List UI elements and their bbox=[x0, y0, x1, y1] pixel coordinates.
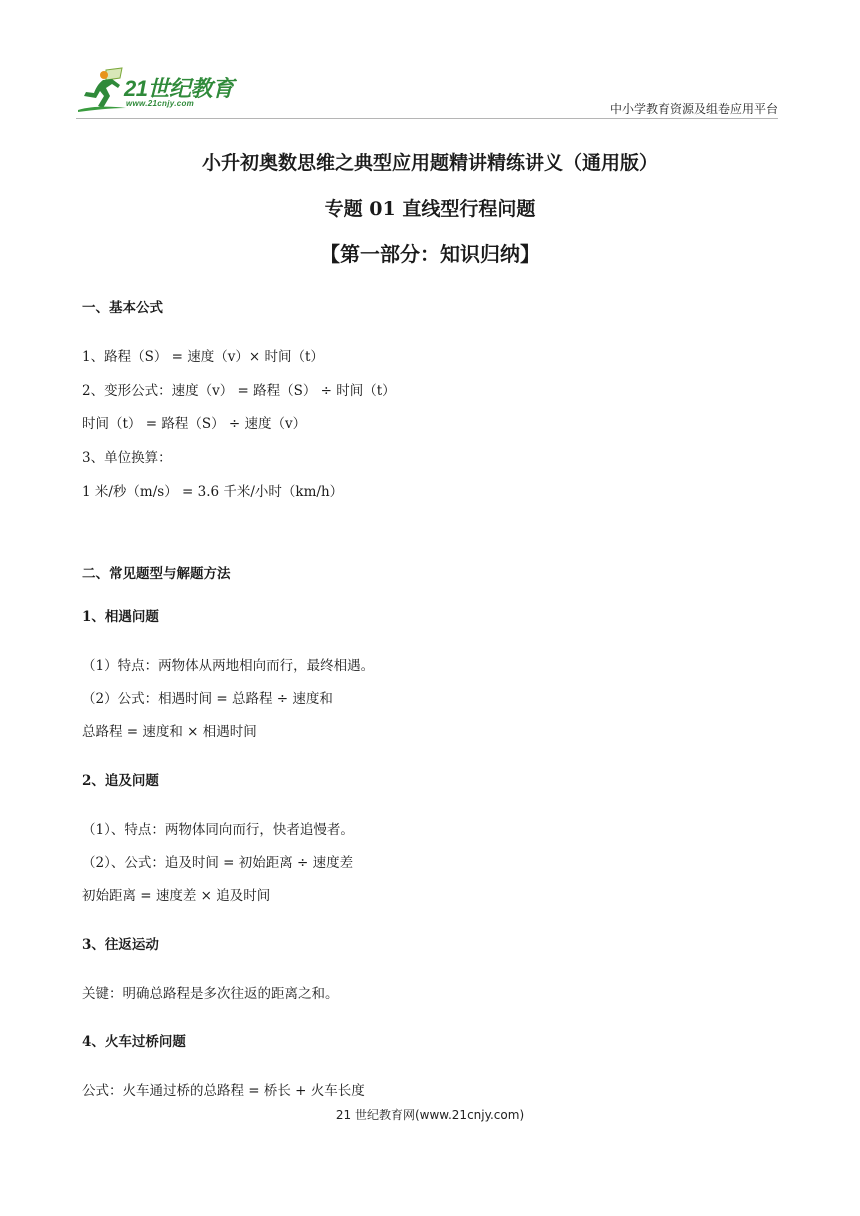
logo-url: www.21cnjy.com bbox=[126, 99, 195, 108]
formula-line: 1、路程（S） = 速度（v）× 时间（t） bbox=[82, 349, 324, 365]
body-line: （1）特点：两物体从两地相向而行，最终相遇。 bbox=[82, 658, 375, 674]
topic-title: 专题 01 直线型行程问题 bbox=[324, 198, 536, 220]
body-line: 总路程 = 速度和 × 相遇时间 bbox=[82, 724, 257, 740]
formula-line: 1 米/秒（m/s） = 3.6 千米/小时（km/h） bbox=[82, 484, 344, 500]
section-heading-problem-types: 二、常见题型与解题方法 bbox=[82, 566, 231, 582]
formula-line: 3、单位换算： bbox=[82, 450, 172, 466]
page-footer: 21 世纪教育网(www.21cnjy.com) bbox=[335, 1108, 525, 1122]
subsection-heading-train-bridge: 4、火车过桥问题 bbox=[82, 1034, 186, 1050]
body-line: （2）、公式：追及时间 = 初始距离 ÷ 速度差 bbox=[82, 855, 354, 871]
body-line: 关键：明确总路程是多次往返的距离之和。 bbox=[82, 986, 339, 1002]
body-line: 初始距离 = 速度差 × 追及时间 bbox=[82, 888, 271, 904]
body-line: （1）、特点：两物体同向而行，快者追慢者。 bbox=[82, 822, 354, 838]
body-line: （2）公式：相遇时间 = 总路程 ÷ 速度和 bbox=[82, 691, 333, 707]
platform-name: 中小学教育资源及组卷应用平台 bbox=[609, 102, 778, 116]
part-title: 【第一部分：知识归纳】 bbox=[320, 242, 540, 266]
logo-wordmark: 21世纪教育 bbox=[124, 76, 234, 101]
body-line: 公式：火车通过桥的总路程 = 桥长 + 火车长度 bbox=[82, 1083, 365, 1099]
formula-line: 2、变形公式：速度（v） = 路程（S） ÷ 时间（t） bbox=[82, 383, 396, 399]
subsection-heading-round-trip: 3、往返运动 bbox=[82, 937, 159, 953]
runner-logo-icon bbox=[76, 66, 128, 114]
logo bbox=[76, 66, 246, 116]
subsection-heading-meeting: 1、相遇问题 bbox=[82, 609, 159, 625]
formula-line: 时间（t） = 路程（S） ÷ 速度（v） bbox=[82, 416, 307, 432]
section-heading-basic-formulas: 一、基本公式 bbox=[82, 300, 163, 316]
subsection-heading-chase: 2、追及问题 bbox=[82, 773, 159, 789]
series-title: 小升初奥数思维之典型应用题精讲精练讲义（通用版） bbox=[201, 152, 658, 174]
header-divider bbox=[76, 118, 778, 119]
